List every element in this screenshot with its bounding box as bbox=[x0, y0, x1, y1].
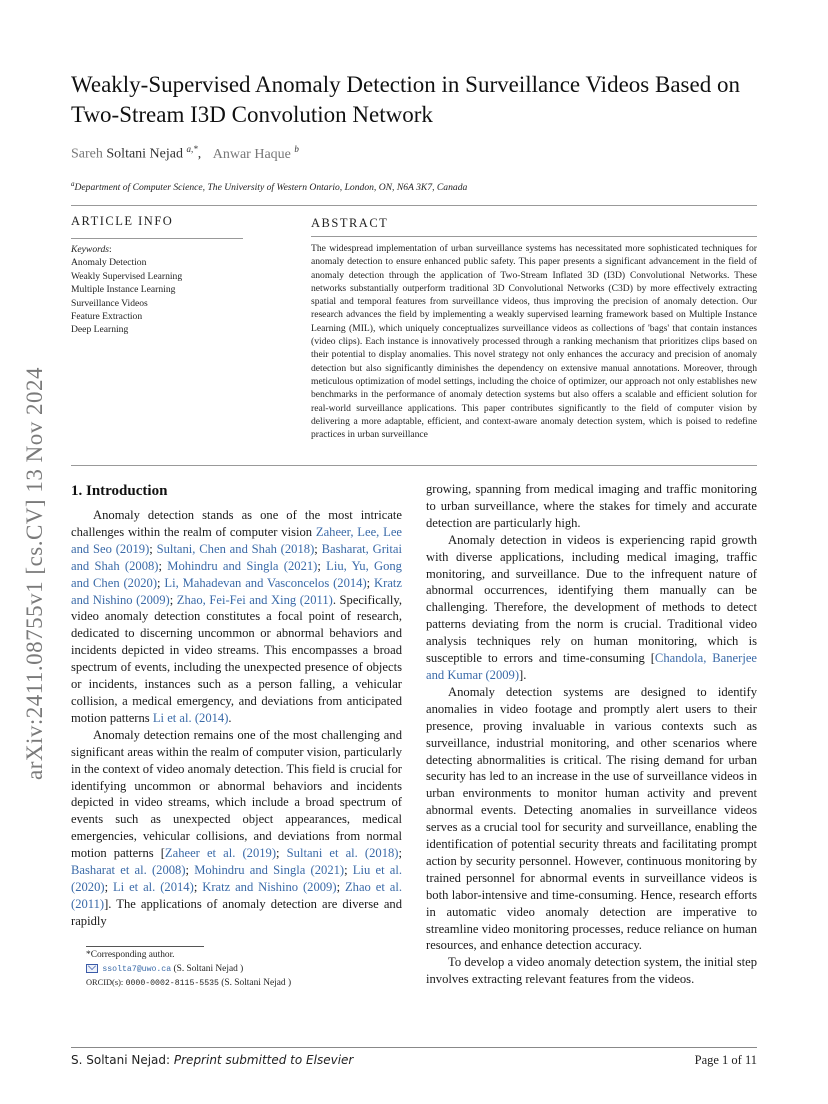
email-owner: (S. Soltani Nejad ) bbox=[173, 963, 244, 974]
keyword-item: Multiple Instance Learning bbox=[71, 284, 176, 296]
article-info-underline bbox=[71, 238, 243, 239]
citation-link[interactable]: Kratz and Nishino (2009) bbox=[202, 879, 337, 894]
citation-link[interactable]: Li, Mahadevan and Vasconcelos (2014) bbox=[164, 575, 367, 590]
body-text: ; bbox=[336, 879, 345, 894]
paragraph bbox=[426, 481, 757, 532]
body-text: ; bbox=[344, 863, 353, 878]
abstract-heading: ABSTRACT bbox=[311, 216, 389, 230]
keyword-item: Surveillance Videos bbox=[71, 297, 148, 309]
citation-link[interactable]: Zaheer, Lee, Lee and Seo (2019) bbox=[71, 524, 402, 556]
author-1-marks: a,* bbox=[186, 144, 198, 154]
body-text: Anomaly detection remains one of the most challenging and significant areas within the realm of computer vision, particularly in the context of video anomaly detection. This field is crucial for identifying uncommon or abnormal behaviors and incidents depicted in video streams, which include a broad spectrum of events such as unexpected object appearances, medical emergencies, vehicular collisions, and deviations from normal motion patterns [ bbox=[71, 727, 402, 861]
abstract-text: The widespread implementation of urban surveillance systems has necessitated more sophisticated techniques for anomaly detection to ensure enhanced public safety. This paper presents a significant advancement in the field of anomaly detection through the application of Two-Stream Inflated 3D (I3D) Convolutional Networks. These networks substantially outperform traditional 3D Convolutional Networks (C3D) by more effectively extracting spatial and temporal features from surveillance videos, thus improving the precision of anomaly detection. Our research advances the field by implementing a weakly supervised learning framework based on Multiple Instance Learning (MIL), which uniquely conceptualizes surveillance videos as collections of 'bags' that contain instances (video clips). Each instance is innovatively processed through a ranking mechanism that prioritizes clips based on their potential to display anomalies. This novel strategy not only enhances the accuracy and precision of anomaly detection but also significantly diminishes the dependency on extensive manual annotations. Moreover, through meticulous optimization of model settings, including the choice of optimizer, our approach not only establishes new benchmarks in the performance of anomaly detection systems but also offers a scalable and efficient solution for real-world surveillance applications. This paper contributes significantly to the field of computer vision by delivering a more adaptable, efficient, and context-aware anomaly detection system, which is poised to redefine practices in urban surveillance bbox=[311, 243, 757, 441]
article-info-heading: ARTICLE INFO bbox=[71, 214, 174, 228]
citation-link[interactable]: Li et al. (2014) bbox=[152, 710, 229, 725]
footnote-divider bbox=[86, 946, 204, 947]
body-text: ; bbox=[157, 575, 165, 590]
body-text: ; bbox=[149, 541, 157, 556]
paper-title: Weakly-Supervised Anomaly Detection in Surveillance Videos Based on Two-Stream I3D Convolution Network bbox=[71, 72, 740, 127]
mail-icon bbox=[86, 964, 98, 973]
orcid-owner: (S. Soltani Nejad ) bbox=[221, 978, 292, 989]
abstract-bottom-divider bbox=[71, 465, 757, 466]
affiliation-mark: a bbox=[71, 180, 75, 188]
keyword-item: Deep Learning bbox=[71, 324, 129, 336]
citation-link[interactable]: Li et al. (2014) bbox=[112, 879, 194, 894]
body-text: ; bbox=[104, 879, 113, 894]
section-heading: 1. Introduction bbox=[71, 483, 168, 499]
author-1-family: Soltani Nejad bbox=[106, 146, 183, 162]
arxiv-identifier-stamp: arXiv:2411.08755v1 [cs.CV] 13 Nov 2024 bbox=[22, 367, 47, 780]
body-text: ; bbox=[314, 541, 322, 556]
corresponding-note: *Corresponding author. bbox=[86, 950, 175, 960]
body-text: ; bbox=[185, 863, 195, 878]
citation-link[interactable]: Zhao, Fei-Fei and Xing (2011) bbox=[176, 592, 333, 607]
keywords-block: Keywords: Anomaly Detection Weakly Supervised Learning Multiple Instance Learning Surveillance Videos Feature Extraction Deep Learning bbox=[71, 244, 183, 336]
body-text: To develop a video anomaly detection system, the initial step involves extracting relevant features from the videos. bbox=[426, 955, 757, 987]
citation-link[interactable]: Chandola, Banerjee and Kumar (2009) bbox=[426, 651, 757, 682]
body-text: . bbox=[228, 710, 232, 725]
body-text: ; bbox=[158, 558, 168, 573]
body-text: Anomaly detection in videos is experiencing rapid growth with diverse applications, including medical imaging, traffic monitoring, and surveillance. Due to the infrequent nature of abnormal occurrences, identifying them manually can be challenging. Therefore, the development of methods to detect patterns deviating from the norm is crucial. Traditional video analysis techniques rely on human monitoring, which is susceptible to errors and time-consuming [ bbox=[426, 532, 757, 666]
paragraph bbox=[71, 507, 402, 727]
body-text: . Specifically, video anomaly detection constitutes a focal point of research, dedicated to discerning uncommon or abnormal behaviors and incidents depicted in video streams. This encompasses a broad spectrum of events, including the unexpected presence of objects or incidents, instances such as a person falling, a vehicular collision, a medical emergency, and deviations from anticipated motion patterns bbox=[71, 592, 402, 725]
body-text: ; bbox=[398, 846, 402, 861]
footnote bbox=[86, 949, 291, 991]
citation-link[interactable]: Zhao et al. (2011) bbox=[71, 879, 402, 911]
author-2-marks: b bbox=[294, 144, 299, 154]
citation-link[interactable]: Basharat et al. (2008) bbox=[71, 863, 186, 878]
abstract-underline bbox=[311, 236, 757, 237]
body-text: ; bbox=[366, 575, 375, 590]
author-separator: , bbox=[197, 146, 202, 162]
citation-link[interactable]: Mohindru and Singla (2021) bbox=[194, 863, 345, 878]
citation-link[interactable]: Liu et al. (2020) bbox=[71, 863, 402, 894]
paragraph bbox=[71, 727, 402, 930]
orcid-id[interactable]: 0000-0002-8115-5535 bbox=[125, 979, 219, 989]
body-text: ; bbox=[193, 879, 203, 894]
email-link[interactable]: ssolta7@uwo.ca bbox=[102, 964, 172, 974]
paragraph bbox=[426, 684, 757, 955]
orcid-label: ORCID(s): bbox=[86, 978, 124, 988]
footer-divider bbox=[71, 1047, 757, 1048]
keyword-item: Feature Extraction bbox=[71, 311, 143, 323]
footer-left bbox=[71, 1053, 353, 1067]
author-1-given: Sareh bbox=[71, 146, 103, 162]
header-divider bbox=[71, 205, 757, 206]
citation-link[interactable]: Zaheer et al. (2019) bbox=[164, 846, 277, 861]
left-column bbox=[71, 507, 402, 930]
body-text: Anomaly detection systems are designed to identify anomalies in video footage and promptly alert users to their presence, proving invaluable in various contexts such as surveillance, industrial monitoring, and other scenarios where detecting abnormalities is critical. The rising demand for urban security has led to an increase in the use of surveillance videos in urban environments to monitor human activity and prevent abnormal events. Detecting anomalies in surveillance videos serves as a crucial tool for security and surveillance, enabling the identification of potential security threats and facilitating prompt action by security personnel. However, continuous monitoring by trained personnel for abnormal events in surveillance videos is both labor-intensive and time-consuming. Hence, research efforts in automatic video anomaly detection are imperative to streamline video monitoring processes, reduce reliance on human resources, and enhance detection accuracy. bbox=[426, 684, 757, 953]
keyword-item: Anomaly Detection bbox=[71, 257, 147, 269]
body-text: Anomaly detection stands as one of the most intricate challenges within the realm of computer vision bbox=[71, 508, 402, 539]
author-list bbox=[71, 144, 299, 163]
keywords-label: Keywords bbox=[71, 244, 110, 255]
page-number: Page 1 of 11 bbox=[694, 1053, 757, 1067]
paragraph bbox=[426, 532, 757, 684]
citation-link[interactable]: Basharat, Gritai and Shah (2008) bbox=[71, 541, 402, 573]
citation-link[interactable]: Mohindru and Singla (2021) bbox=[167, 558, 318, 573]
paragraph bbox=[426, 954, 757, 988]
body-text: growing, spanning from medical imaging and traffic monitoring to urban surveillance, where the stakes for timely and accurate detection are particularly high. bbox=[426, 482, 757, 530]
citation-link[interactable]: Sultani, Chen and Shah (2018) bbox=[156, 541, 315, 556]
citation-link[interactable]: Sultani et al. (2018) bbox=[286, 846, 399, 861]
body-text: ; bbox=[169, 592, 177, 607]
affiliation-text: Department of Computer Science, The University of Western Ontario, London, ON, N6A 3K7, Canada bbox=[74, 182, 468, 194]
right-column bbox=[426, 481, 757, 988]
author-2: Anwar Haque bbox=[212, 146, 291, 162]
affiliation bbox=[71, 180, 467, 193]
keyword-item: Weakly Supervised Learning bbox=[71, 270, 183, 282]
footer-author: S. Soltani Nejad: bbox=[71, 1053, 171, 1067]
body-text: ]. bbox=[519, 667, 527, 682]
body-text: ; bbox=[317, 558, 327, 573]
citation-link[interactable]: Kratz and Nishino (2009) bbox=[71, 575, 402, 607]
footer-venue: Preprint submitted to Elsevier bbox=[173, 1053, 354, 1067]
body-text: ; bbox=[276, 846, 287, 861]
citation-link[interactable]: Liu, Yu, Gong and Chen (2020) bbox=[71, 558, 402, 590]
body-text: ]. The applications of anomaly detection are diverse and rapidly bbox=[71, 896, 402, 928]
